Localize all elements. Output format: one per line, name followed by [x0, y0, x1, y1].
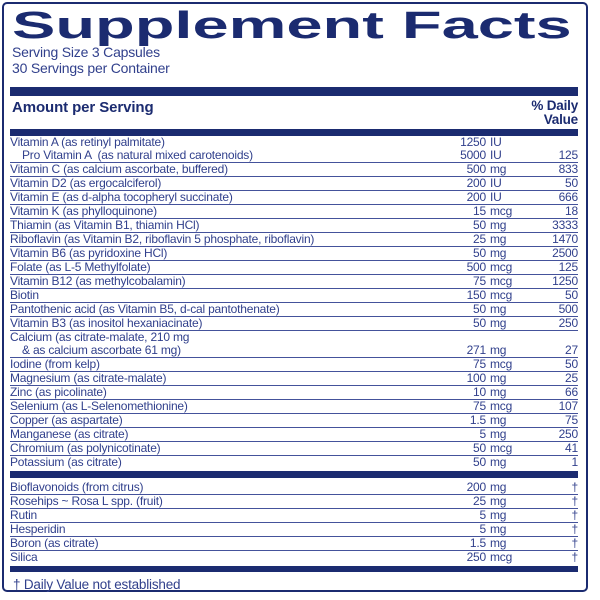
- daily-value: 2500: [552, 246, 578, 260]
- ingredient-row: [10, 537, 578, 551]
- ingredient-name: Copper (as aspartate): [10, 414, 123, 427]
- amount-unit: mg: [490, 246, 507, 260]
- amount-number: 5000: [460, 148, 486, 162]
- daily-value: 27: [565, 343, 578, 357]
- ingredient-row: [10, 261, 578, 275]
- amount-unit: mg: [490, 455, 507, 469]
- ingredient-name: Zinc (as picolinate): [10, 386, 107, 399]
- ingredient-row: [10, 495, 578, 509]
- ingredient-name: & as calcium ascorbate 61 mg): [22, 344, 181, 357]
- ingredient-row: [10, 233, 578, 247]
- amount-number: 1.5: [469, 536, 486, 550]
- ingredient-name: Potassium (as citrate): [10, 456, 122, 469]
- daily-value: †: [571, 522, 578, 536]
- daily-value: 107: [558, 399, 578, 413]
- amount-number: 50: [473, 455, 486, 469]
- ingredient-name: Vitamin B3 (as inositol hexaniacinate): [10, 317, 203, 330]
- daily-value: 250: [558, 427, 578, 441]
- amount-unit: mcg: [490, 288, 513, 302]
- amount-unit: mg: [490, 427, 507, 441]
- amount-number: 5: [479, 427, 486, 441]
- amount-unit: mg: [490, 413, 507, 427]
- ingredient-name: Folate (as L-5 Methylfolate): [10, 261, 151, 274]
- ingredient-name: Pro Vitamin A (as natural mixed carotenoids): [22, 149, 253, 162]
- ingredient-row: [10, 386, 578, 400]
- amount-per-serving-header: Amount per Serving: [12, 99, 154, 116]
- daily-value: 1470: [552, 232, 578, 246]
- amount-number: 25: [473, 232, 486, 246]
- amount-number: 75: [473, 274, 486, 288]
- amount-unit: mg: [490, 232, 507, 246]
- ingredient-name: Silica: [10, 551, 38, 564]
- amount-unit: mg: [490, 343, 507, 357]
- amount-unit: mcg: [490, 274, 513, 288]
- ingredient-name: Rosehips ~ Rosa L spp. (fruit): [10, 495, 163, 508]
- amount-unit: mg: [490, 536, 507, 550]
- amount-unit: mcg: [490, 204, 513, 218]
- label-title: Supplement Facts: [12, 5, 572, 47]
- amount-number: 250: [466, 550, 486, 564]
- ingredient-name: Vitamin A (as retinyl palmitate): [10, 136, 165, 149]
- daily-value-header: [531, 99, 578, 126]
- daily-value-header-line2: Value: [543, 111, 578, 127]
- amount-unit: mg: [490, 218, 507, 232]
- daily-value: 75: [565, 413, 578, 427]
- ingredient-name: Hesperidin: [10, 523, 66, 536]
- daily-value: 1: [571, 455, 578, 469]
- ingredient-row: [10, 247, 578, 261]
- ingredient-row: [10, 442, 578, 456]
- amount-number: 1250: [460, 135, 486, 149]
- daily-value: 500: [558, 302, 578, 316]
- ingredient-row: [10, 414, 578, 428]
- amount-number: 75: [473, 399, 486, 413]
- supplement-facts-label: [2, 2, 588, 592]
- daily-value: 125: [558, 260, 578, 274]
- amount-unit: mg: [490, 508, 507, 522]
- amount-number: 200: [466, 480, 486, 494]
- daily-value: 666: [558, 190, 578, 204]
- ingredient-name: Magnesium (as citrate-malate): [10, 372, 167, 385]
- ingredient-row: [10, 205, 578, 219]
- amount-number: 50: [473, 246, 486, 260]
- amount-unit: mcg: [490, 260, 513, 274]
- daily-value: †: [571, 494, 578, 508]
- amount-unit: mcg: [490, 399, 513, 413]
- amount-unit: mg: [490, 302, 507, 316]
- amount-unit: mg: [490, 480, 507, 494]
- ingredient-name: Manganese (as citrate): [10, 428, 129, 441]
- amount-number: 15: [473, 204, 486, 218]
- ingredient-name: Iodine (from kelp): [10, 358, 100, 371]
- ingredient-name: Vitamin C (as calcium ascorbate, buffered): [10, 163, 228, 176]
- ingredient-row: [10, 372, 578, 386]
- daily-value: 250: [558, 316, 578, 330]
- amount-unit: IU: [490, 176, 502, 190]
- ingredient-name: Bioflavonoids (from citrus): [10, 481, 144, 494]
- amount-number: 5: [479, 522, 486, 536]
- daily-value: 18: [565, 204, 578, 218]
- ingredient-name: Vitamin B6 (as pyridoxine HCl): [10, 247, 168, 260]
- ingredient-row: [10, 177, 578, 191]
- amount-number: 500: [466, 162, 486, 176]
- daily-value: 50: [565, 288, 578, 302]
- daily-value: 1250: [552, 274, 578, 288]
- daily-value: †: [571, 480, 578, 494]
- amount-number: 1.5: [469, 413, 486, 427]
- amount-number: 25: [473, 494, 486, 508]
- daily-value: 833: [558, 162, 578, 176]
- amount-number: 5: [479, 508, 486, 522]
- daily-value: 41: [565, 441, 578, 455]
- daily-value: †: [571, 536, 578, 550]
- botanicals-section: [10, 481, 578, 564]
- ingredient-row: [10, 456, 578, 469]
- ingredient-row: [10, 344, 578, 358]
- daily-value: 25: [565, 371, 578, 385]
- serving-size: Serving Size 3 Capsules: [12, 44, 160, 60]
- ingredient-name: Vitamin D2 (as ergocalciferol): [10, 177, 162, 190]
- ingredient-row: [10, 219, 578, 233]
- amount-unit: mg: [490, 162, 507, 176]
- amount-number: 271: [466, 343, 486, 357]
- ingredient-name: Selenium (as L-Selenomethionine): [10, 400, 188, 413]
- daily-value: †: [571, 550, 578, 564]
- ingredient-row: [10, 149, 578, 163]
- ingredient-name: Vitamin K (as phylloquinone): [10, 205, 157, 218]
- ingredient-row: [10, 400, 578, 414]
- amount-unit: mg: [490, 316, 507, 330]
- amount-number: 50: [473, 302, 486, 316]
- ingredient-row: [10, 275, 578, 289]
- amount-unit: mg: [490, 371, 507, 385]
- ingredient-name: Boron (as citrate): [10, 537, 99, 550]
- amount-unit: IU: [490, 135, 502, 149]
- ingredient-row: [10, 303, 578, 317]
- ingredient-name: Calcium (as citrate-malate, 210 mg: [10, 331, 190, 344]
- ingredient-row: [10, 358, 578, 372]
- ingredient-name: Vitamin B12 (as methylcobalamin): [10, 275, 186, 288]
- daily-value: †: [571, 508, 578, 522]
- amount-number: 200: [466, 176, 486, 190]
- amount-unit: IU: [490, 148, 502, 162]
- separator-bar-top: [10, 87, 578, 96]
- daily-value: 125: [558, 148, 578, 162]
- amount-unit: mcg: [490, 441, 513, 455]
- daily-value: 66: [565, 385, 578, 399]
- amount-unit: mg: [490, 385, 507, 399]
- ingredient-name: Biotin: [10, 289, 39, 302]
- amount-number: 50: [473, 218, 486, 232]
- amount-unit: mcg: [490, 357, 513, 371]
- separator-bar-middle: [10, 471, 578, 478]
- column-header-row: [10, 99, 578, 126]
- amount-number: 75: [473, 357, 486, 371]
- amount-number: 10: [473, 385, 486, 399]
- daily-value-header-line1: % Daily: [531, 98, 578, 113]
- amount-number: 100: [466, 371, 486, 385]
- ingredient-row: [10, 523, 578, 537]
- daily-value: 50: [565, 357, 578, 371]
- ingredient-name: Chromium (as polynicotinate): [10, 442, 161, 455]
- amount-number: 150: [466, 288, 486, 302]
- vitamins-minerals-section: [10, 136, 578, 469]
- ingredient-row: [10, 317, 578, 331]
- ingredient-name: Rutin: [10, 509, 38, 522]
- ingredient-name: Vitamin E (as d-alpha tocopheryl succinate): [10, 191, 233, 204]
- ingredient-row: [10, 481, 578, 495]
- daily-value: 50: [565, 176, 578, 190]
- ingredient-row: [10, 551, 578, 564]
- amount-number: 50: [473, 316, 486, 330]
- ingredient-row: [10, 289, 578, 303]
- ingredient-name: Riboflavin (as Vitamin B2, riboflavin 5 phosphate, riboflavin): [10, 233, 315, 246]
- ingredient-row: [10, 191, 578, 205]
- separator-bar-bottom: [10, 566, 578, 572]
- amount-unit: mg: [490, 522, 507, 536]
- ingredient-row: [10, 428, 578, 442]
- ingredient-row: [10, 509, 578, 523]
- daily-value-footnote: † Daily Value not established: [13, 577, 181, 592]
- ingredient-row: [10, 163, 578, 177]
- amount-unit: mg: [490, 494, 507, 508]
- ingredient-name: Thiamin (as Vitamin B1, thiamin HCl): [10, 219, 200, 232]
- amount-number: 200: [466, 190, 486, 204]
- ingredient-name: Pantothenic acid (as Vitamin B5, d-cal pantothenate): [10, 303, 280, 316]
- daily-value: 3333: [552, 218, 578, 232]
- servings-per-container: 30 Servings per Container: [12, 59, 170, 76]
- amount-number: 500: [466, 260, 486, 274]
- amount-unit: IU: [490, 190, 502, 204]
- amount-number: 50: [473, 441, 486, 455]
- amount-unit: mcg: [490, 550, 513, 564]
